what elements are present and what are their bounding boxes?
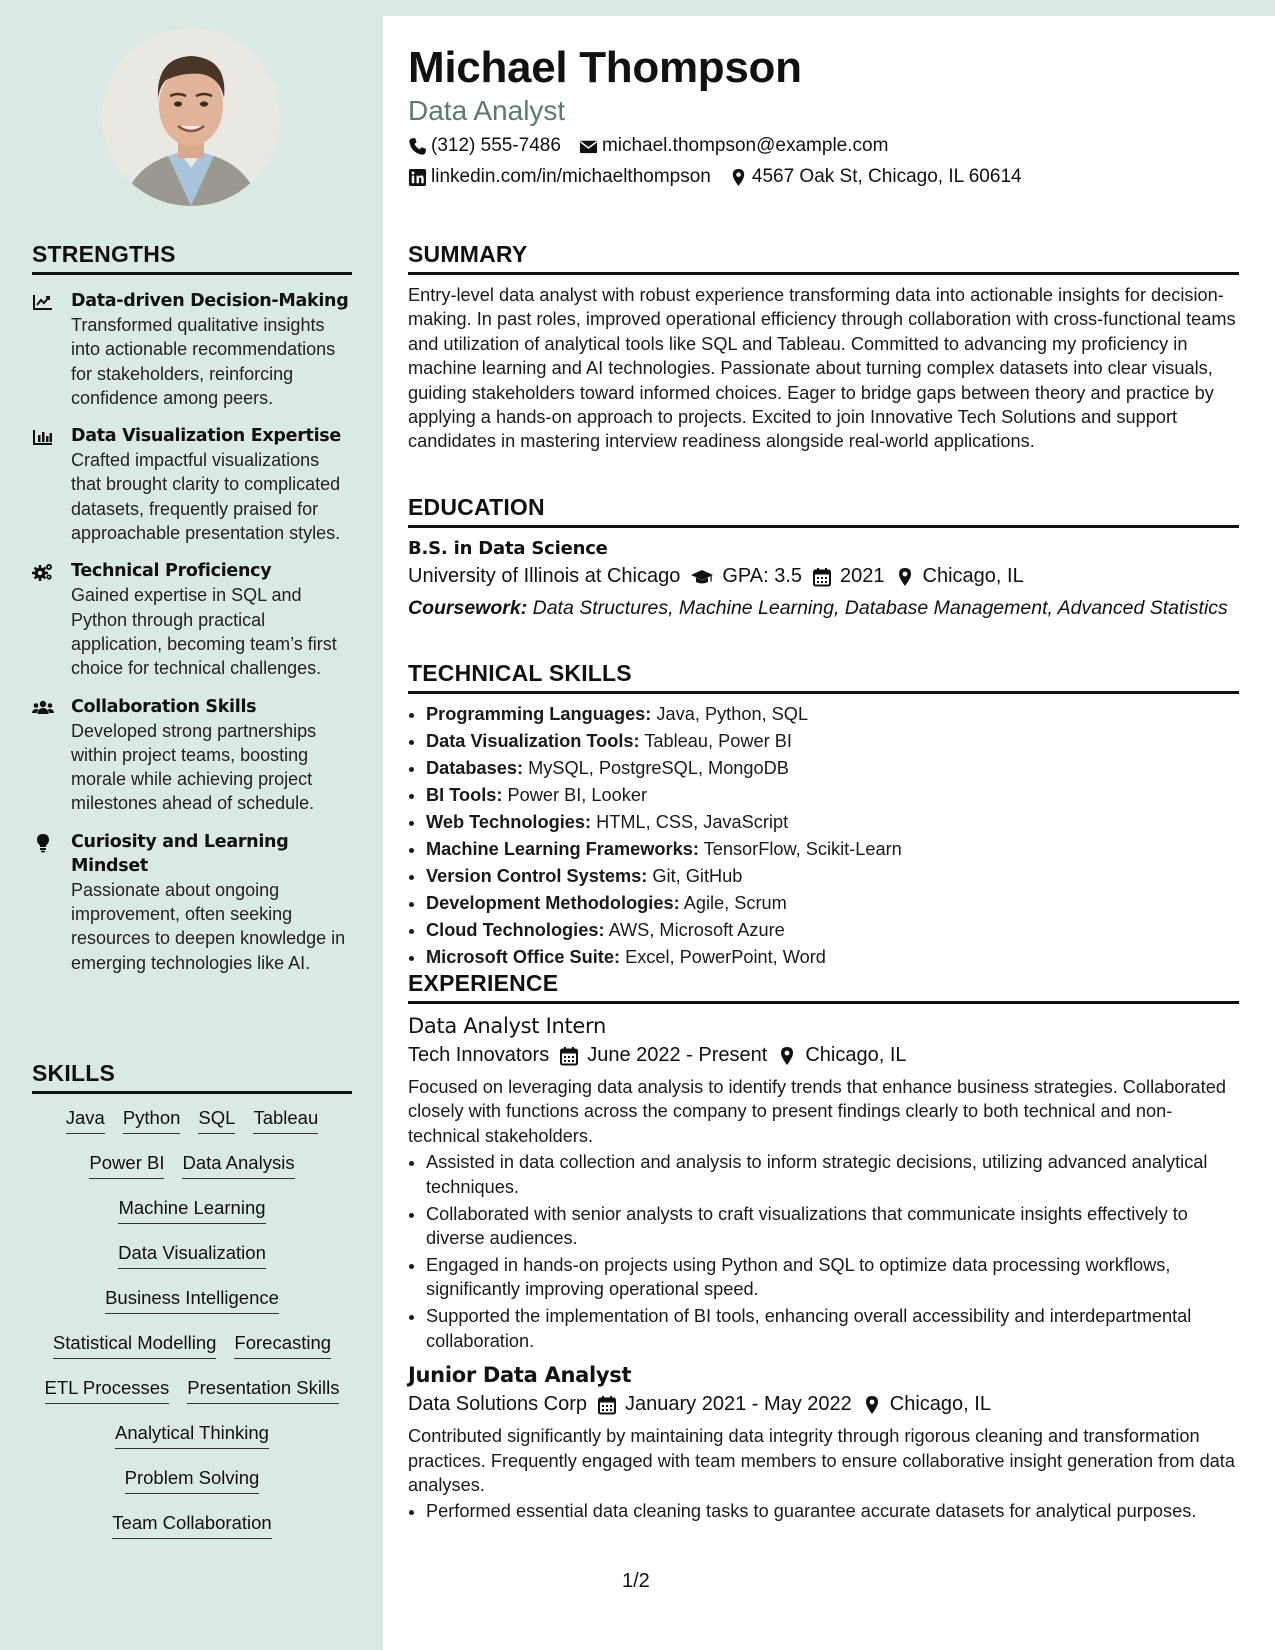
list-item — [426, 783, 1239, 807]
skill-tag: Python — [123, 1106, 181, 1134]
skill-row — [32, 1421, 352, 1466]
email-text[interactable]: michael.thompson@example.com — [601, 135, 889, 156]
skill-tag: ETL Processes — [45, 1376, 170, 1404]
list-item: • Engaged in hands-on projects using Python and SQL to optimize data processing workflows, significantly improving operational speed. — [426, 1253, 1239, 1302]
gears-icon — [32, 562, 54, 582]
degree: B.S. in Data Science — [408, 538, 608, 559]
avatar — [102, 28, 280, 206]
map-pin-icon — [729, 168, 748, 187]
list-item — [426, 756, 1239, 780]
list-item: • Performed essential data cleaning tasks to guarantee accurate datasets for analytical purposes. — [426, 1499, 1239, 1523]
skill-row — [32, 1241, 352, 1286]
dates-item — [597, 1393, 852, 1416]
skill-row — [32, 1511, 352, 1556]
skill-label: Data Visualization Tools: — [426, 731, 640, 751]
skill-tag: Power BI — [89, 1151, 164, 1179]
bar-chart-icon — [32, 427, 54, 447]
page-number: 1/2 — [622, 1570, 650, 1592]
list-item: • Collaborated with senior analysts to craft visualizations that communicate insights effectively to diverse audiences. — [426, 1202, 1239, 1251]
summary-text: Entry-level data analyst with robust experience transforming data into actionable insights for decision-making. In past roles, improved operational efficiency through collaboration with cross-functional teams and utilization of analytical tools like SQL and Tableau. Committed to advancing my proficiency in machine learning and AI technologies. Passionate about turning complex datasets into clear visuals, guiding stakeholders toward informed choices. Eager to bridge gaps between theory and practice by applying a hands-on approach to projects. Excited to join Innovative Tech Solutions and support candidates in mastering interview readiness alongside real-world applications. — [408, 285, 1236, 452]
skill-tag: Presentation Skills — [187, 1376, 339, 1404]
skill-tag: Statistical Modelling — [53, 1331, 217, 1359]
strength-description: Gained expertise in SQL and Python through practical application, becoming team’s first choice for technical challenges. — [71, 585, 337, 679]
skill-tag: Forecasting — [234, 1331, 331, 1359]
summary-section — [408, 241, 1239, 454]
person-name: Michael Thompson — [408, 43, 802, 92]
map-pin-icon — [895, 567, 915, 587]
location-item — [895, 565, 1024, 588]
map-pin-icon — [862, 1395, 882, 1415]
contact-address — [729, 166, 1022, 188]
calendar-icon — [597, 1395, 617, 1415]
list-item — [426, 864, 1239, 888]
skills-title: SKILLS — [32, 1060, 352, 1094]
technical-skills-list — [408, 702, 1239, 969]
skill-row — [32, 1286, 352, 1331]
skill-row — [32, 1331, 352, 1376]
location-text: Chicago, IL — [922, 565, 1024, 587]
strength-title: Data Visualization Expertise — [71, 426, 341, 447]
skill-tags — [32, 1106, 352, 1556]
skill-label: BI Tools: — [426, 785, 503, 805]
calendar-icon — [812, 567, 832, 587]
skill-tag: Team Collaboration — [112, 1511, 271, 1539]
job-meta — [408, 1044, 1239, 1067]
list-item — [426, 810, 1239, 834]
location-text: Chicago, IL — [889, 1393, 991, 1416]
strength-description: Crafted impactful visualizations that brought clarity to complicated datasets, frequently praised for approachable presentation styles. — [71, 450, 341, 544]
location-item — [777, 1044, 906, 1067]
list-item — [426, 837, 1239, 861]
coursework — [408, 596, 1239, 620]
skill-tag: Data Analysis — [182, 1151, 294, 1179]
skill-label: Microsoft Office Suite: — [426, 947, 621, 967]
contact-row — [408, 135, 888, 157]
skill-tag: Analytical Thinking — [115, 1421, 269, 1449]
skill-label: Development Methodologies: — [426, 893, 680, 913]
calendar-icon — [559, 1046, 579, 1066]
strength-item — [32, 695, 352, 816]
skills-section — [32, 1060, 352, 1556]
strength-description: Passionate about ongoing improvement, often seeking resources to deepen knowledge in emerging technologies like AI. — [71, 879, 346, 973]
education-title: EDUCATION — [408, 494, 1239, 528]
graduation-cap-icon — [690, 567, 714, 587]
list-item — [426, 891, 1239, 915]
skill-value: Power BI, Looker — [507, 785, 648, 805]
skill-row — [32, 1376, 352, 1421]
strength-title: Technical Proficiency — [71, 561, 272, 582]
strengths-section — [32, 241, 352, 975]
job-description: Contributed significantly by maintaining data integrity through rigorous cleaning and transformation practices. Frequently engaged with team members to ensure collaborative insight generation from data analyses. — [408, 1426, 1235, 1496]
phone-text: (312) 555-7486 — [431, 135, 561, 156]
experience-section — [408, 970, 1239, 1526]
strength-description: Transformed qualitative insights into actionable recommendations for stakeholders, reinforcing confidence among peers. — [71, 315, 336, 408]
skill-tag: Problem Solving — [125, 1466, 260, 1494]
strengths-title: STRENGTHS — [32, 241, 352, 275]
strength-item — [32, 559, 352, 680]
skill-tag: Java — [66, 1106, 105, 1134]
strength-title: Curiosity and Learning Mindset — [71, 831, 289, 876]
location-text: Chicago, IL — [805, 1044, 907, 1066]
job-description: Focused on leveraging data analysis to identify trends that enhance business strategies. Collaborated closely with functions across the company to present findings clearly to both technical and non-technical stakeholders. — [408, 1077, 1226, 1146]
chart-line-icon — [32, 292, 54, 312]
skill-tag: Data Visualization — [118, 1241, 266, 1269]
coursework-label: Coursework: — [408, 597, 528, 619]
location-item — [862, 1393, 991, 1416]
list-item — [426, 729, 1239, 753]
strength-item — [32, 424, 352, 545]
address-text: 4567 Oak St, Chicago, IL 60614 — [751, 166, 1022, 187]
skill-row — [32, 1106, 352, 1151]
job-bullets — [408, 1150, 1239, 1353]
strength-item — [32, 830, 352, 975]
skill-row — [32, 1466, 352, 1511]
job-role: Data Analyst — [408, 95, 566, 126]
job-meta — [408, 1393, 1239, 1416]
users-icon — [32, 698, 54, 718]
education-meta — [408, 565, 1239, 588]
summary-title: SUMMARY — [408, 241, 1239, 275]
gpa-text: GPA: 3.5 — [722, 565, 803, 587]
skill-value: HTML, CSS, JavaScript — [596, 812, 789, 832]
skill-value: Tableau, Power BI — [644, 731, 792, 751]
dates-text: January 2021 - May 2022 — [624, 1393, 852, 1416]
job-title: Data Analyst Intern — [408, 1014, 607, 1038]
skill-label: Cloud Technologies: — [426, 920, 605, 940]
job-bullets — [408, 1499, 1239, 1523]
dates-item — [559, 1044, 767, 1067]
skill-tag: Tableau — [253, 1106, 318, 1134]
experience-title: EXPERIENCE — [408, 970, 1239, 1004]
coursework-text: Data Structures, Machine Learning, Database Management, Advanced Statistics — [532, 597, 1228, 619]
strength-description: Developed strong partnerships within project teams, boosting morale while achieving project milestones ahead of schedule. — [71, 720, 317, 814]
company-name: Tech Innovators — [408, 1044, 550, 1066]
list-item: • Assisted in data collection and analysis to inform strategic decisions, utilizing advanced analytical techniques. — [426, 1150, 1239, 1199]
contact-email — [579, 135, 888, 157]
technical-skills-title: TECHNICAL SKILLS — [408, 660, 1239, 694]
profile-photo — [102, 28, 280, 206]
contact-phone — [408, 135, 561, 157]
gpa-item — [690, 565, 802, 588]
strength-item — [32, 289, 352, 410]
skill-row — [32, 1196, 352, 1241]
strength-title: Collaboration Skills — [71, 696, 257, 717]
list-item: • Supported the implementation of BI tools, enhancing overall accessibility and interdepartmental collaboration. — [426, 1304, 1239, 1353]
skill-label: Web Technologies: — [426, 812, 592, 832]
strength-title: Data-driven Decision-Making — [71, 291, 349, 311]
education-section — [408, 494, 1239, 620]
linkedin-text[interactable]: linkedin.com/in/michaelthompson — [431, 166, 711, 187]
school-name: University of Illinois at Chicago — [408, 565, 681, 587]
year-item — [812, 565, 885, 588]
list-item — [426, 918, 1239, 942]
skill-tag: Business Intelligence — [105, 1286, 279, 1314]
list-item — [426, 702, 1239, 726]
skill-value: AWS, Microsoft Azure — [608, 920, 785, 940]
map-pin-icon — [777, 1046, 797, 1066]
envelope-icon — [579, 137, 598, 156]
skill-value: MySQL, PostgreSQL, MongoDB — [528, 758, 789, 778]
skill-value: Java, Python, SQL — [656, 704, 809, 724]
skill-tag: Machine Learning — [118, 1196, 265, 1224]
skill-value: TensorFlow, Scikit-Learn — [703, 839, 902, 859]
dates-text: June 2022 - Present — [587, 1044, 768, 1066]
technical-skills-section — [408, 660, 1239, 972]
skill-label: Programming Languages: — [426, 704, 652, 724]
skill-tag: SQL — [198, 1106, 235, 1134]
list-item — [426, 945, 1239, 969]
contact-linkedin — [408, 166, 711, 188]
lightbulb-icon — [32, 833, 54, 853]
skill-row — [32, 1151, 352, 1196]
job-title: Junior Data Analyst — [408, 1363, 632, 1388]
linkedin-icon — [408, 168, 427, 187]
year-text: 2021 — [840, 565, 885, 587]
skill-label: Machine Learning Frameworks: — [426, 839, 699, 859]
skill-value: Excel, PowerPoint, Word — [625, 947, 826, 967]
company-name: Data Solutions Corp — [408, 1393, 587, 1416]
contact-row — [408, 166, 1022, 188]
skill-value: Git, GitHub — [652, 866, 743, 886]
skill-label: Databases: — [426, 758, 524, 778]
skill-value: Agile, Scrum — [683, 893, 787, 913]
skill-label: Version Control Systems: — [426, 866, 648, 886]
phone-icon — [408, 137, 427, 156]
